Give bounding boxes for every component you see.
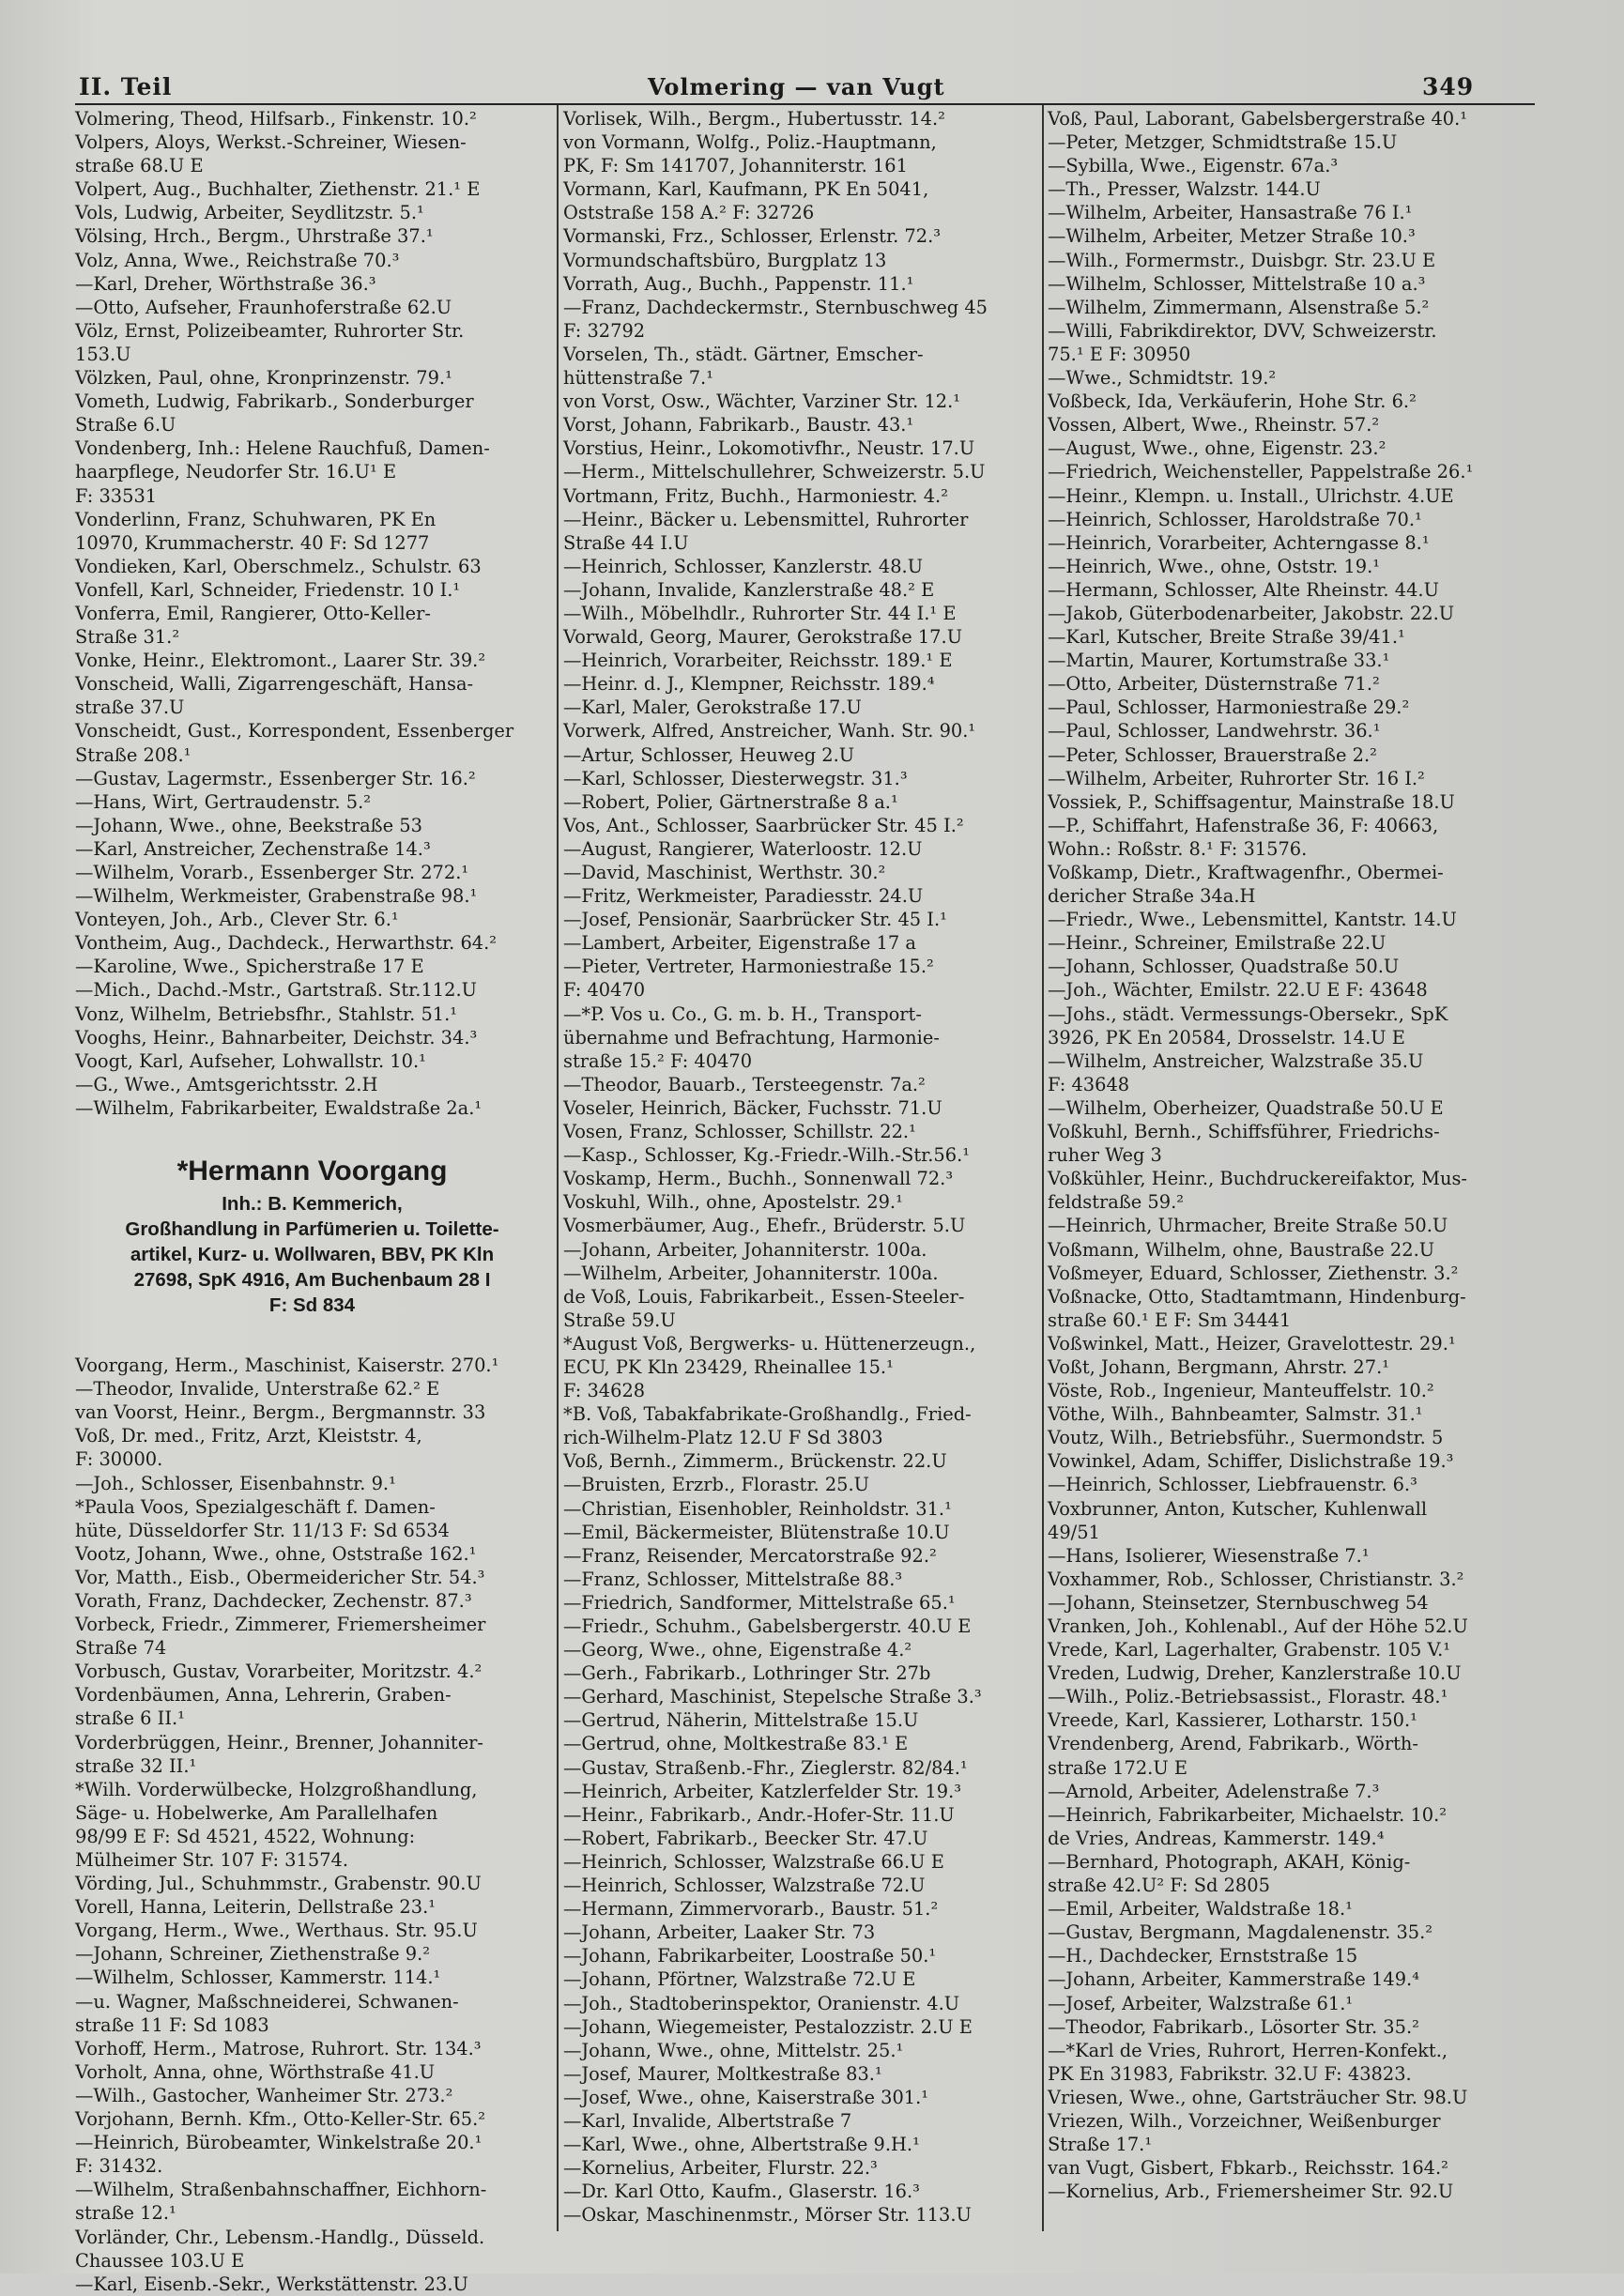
directory-entry: —Josef, Pensionär, Saarbrücker Str. 45 I.¹ (563, 909, 947, 931)
directory-entry: —Pieter, Vertreter, Harmoniestraße 15.² (563, 956, 934, 978)
directory-entry: —Heinrich, Schlosser, Kanzlerstr. 48.U (563, 555, 924, 577)
directory-entry: de Vries, Andreas, Kammerstr. 149.⁴ (1048, 1827, 1385, 1849)
directory-entry: —Peter, Schlosser, Brauerstraße 2.² (1048, 743, 1377, 766)
directory-entry: F: 34628 (563, 1380, 646, 1402)
directory-entry: Vorstius, Heinr., Lokomotivfhr., Neustr. 17.U (563, 437, 975, 460)
directory-entry: —Karl, Maler, Gerokstraße 17.U (563, 696, 862, 719)
directory-entry: —Wilhelm, Straßenbahnschaffner, Eichhorn- (75, 2179, 487, 2201)
directory-entry: Vortmann, Fritz, Buchh., Harmoniestr. 4.² (563, 484, 948, 507)
directory-entry: —Emil, Bäckermeister, Blütenstraße 10.U (563, 1521, 950, 1543)
directory-entry: —Wilhelm, Vorarb., Essenberger Str. 272.¹ (75, 862, 469, 883)
directory-entry: —Hans, Wirt, Gertraudenstr. 5.² (75, 790, 372, 813)
directory-entry: —Karl, Dreher, Wörthstraße 36.³ (75, 272, 376, 295)
directory-entry: Vossen, Albert, Wwe., Rheinstr. 57.² (1048, 414, 1380, 436)
directory-entry: —Wilhelm, Arbeiter, Hansastraße 76 I.¹ (1048, 202, 1413, 224)
directory-entry: Vonscheid, Walli, Zigarrengeschäft, Hansa- (75, 673, 474, 696)
directory-entry: Voseler, Heinrich, Bäcker, Fuchsstr. 71.U (563, 1096, 942, 1119)
directory-entry: Vonke, Heinr., Elektromont., Laarer Str. 39.² (75, 650, 486, 672)
ad-line: artikel, Kurz- u. Wollwaren, BBV, PK Kln (130, 1244, 495, 1266)
directory-entry: Voßkuhl, Bernh., Schiffsführer, Friedrichs- (1048, 1121, 1440, 1143)
directory-entry: Völzken, Paul, ohne, Kronprinzenstr. 79.¹ (75, 367, 452, 390)
directory-entry: —Joh., Wächter, Emilstr. 22.U E F: 43648 (1048, 979, 1428, 1002)
directory-entry: Vöthe, Wilh., Bahnbeamter, Salmstr. 31.¹ (1048, 1403, 1423, 1426)
directory-entry: Vowinkel, Adam, Schiffer, Dislichstraße 19.³ (1048, 1450, 1454, 1473)
column-1 (75, 107, 549, 2295)
directory-entry: —Wilhelm, Oberheizer, Quadstraße 50.U E (1048, 1096, 1444, 1119)
directory-entry: haarpflege, Neudorfer Str. 16.U¹ E (75, 461, 397, 483)
directory-entry: —Karl, Schlosser, Diesterwegstr. 31.³ (563, 767, 908, 789)
directory-entry: —Kasp., Schlosser, Kg.-Friedr.-Wilh.-Str.56.¹ (563, 1144, 971, 1167)
directory-entry: —Otto, Arbeiter, Düsternstraße 71.² (1048, 673, 1380, 696)
directory-entry: Vonscheidt, Gust., Korrespondent, Essenberger (75, 720, 514, 742)
column-3-entries (1048, 107, 1534, 2203)
directory-entry: —Joh., Schlosser, Eisenbahnstr. 9.¹ (75, 1472, 396, 1494)
directory-entry: Voßnacke, Otto, Stadtamtmann, Hindenburg- (1048, 1285, 1466, 1308)
ad-body (75, 1191, 549, 1318)
running-head: Volmering — van Vugt (648, 73, 945, 100)
directory-entry: —Wilh., Möbelhdlr., Ruhrorter Str. 44 I.¹ E (563, 602, 957, 624)
directory-entry: —Theodor, Fabrikarb., Lösorter Str. 35.² (1048, 2015, 1419, 2038)
directory-entry: Vondieken, Karl, Oberschmelz., Schulstr. 63 (75, 555, 482, 577)
directory-entry: Vordenbäumen, Anna, Lehrerin, Graben- (75, 1684, 452, 1707)
directory-entry: —Heinrich, Bürobeamter, Winkelstraße 20.¹ (75, 2132, 483, 2154)
directory-entry: Voßkamp, Dietr., Kraftwagenfhr., Obermei- (1048, 862, 1444, 883)
directory-entry: Voutz, Wilh., Betriebsführ., Suermondstr. 5 (1048, 1427, 1444, 1449)
advertisement-voorgang (75, 1152, 549, 1318)
directory-entry: rich-Wilhelm-Platz 12.U F Sd 3803 (563, 1427, 883, 1449)
directory-entry: Vriesen, Wwe., ohne, Gartsträucher Str. 98.U (1048, 2086, 1468, 2108)
directory-entry: —Mich., Dachd.-Mstr., Gartstraß. Str.112.U (75, 979, 477, 1002)
directory-entry: Völsing, Hrch., Bergm., Uhrstraße 37.¹ (75, 225, 434, 248)
directory-entry: Volz, Anna, Wwe., Reichstraße 70.³ (75, 249, 400, 271)
directory-entry: —Heinrich, Schlosser, Haroldstraße 70.¹ (1048, 508, 1422, 530)
directory-entry: —Wilhelm, Fabrikarbeiter, Ewaldstraße 2a.¹ (75, 1096, 483, 1119)
directory-entry: Vonferra, Emil, Rangierer, Otto-Keller- (75, 602, 431, 624)
directory-entry: —Christian, Eisenhobler, Reinholdstr. 31.¹ (563, 1497, 952, 1520)
directory-entry: —u. Wagner, Maßschneiderei, Schwanen- (75, 1990, 459, 2013)
directory-entry: Straße 6.U (75, 414, 176, 436)
directory-entry: PK, F: Sm 141707, Johanniterstr. 161 (563, 155, 908, 177)
directory-entry: Vosen, Franz, Schlosser, Schillstr. 22.¹ (563, 1121, 916, 1143)
directory-entry: —Emil, Arbeiter, Waldstraße 18.¹ (1048, 1898, 1353, 1921)
directory-entry: Straße 74 (75, 1637, 167, 1660)
directory-entry: —Paul, Schlosser, Harmoniestraße 29.² (1048, 696, 1410, 719)
directory-entry: van Vugt, Gisbert, Fbkarb., Reichsstr. 164.² (1048, 2157, 1448, 2180)
directory-entry: —Wilhelm, Werkmeister, Grabenstraße 98.¹ (75, 885, 478, 908)
directory-entry: Vormann, Karl, Kaufmann, PK En 5041, (563, 178, 929, 201)
directory-entry: Vreden, Ludwig, Dreher, Kanzlerstraße 10.U (1048, 1662, 1462, 1685)
directory-entry: Chaussee 103.U E (75, 2249, 245, 2272)
directory-entry: —Lambert, Arbeiter, Eigenstraße 17 a (563, 932, 916, 955)
directory-entry: —Heinrich, Schlosser, Walzstraße 66.U E (563, 1850, 944, 1873)
directory-entry: de Voß, Louis, Fabrikarbeit., Essen-Steeler- (563, 1285, 965, 1308)
directory-entry: Vormundschaftsbüro, Burgplatz 13 (563, 249, 887, 271)
directory-entry: 98/99 E F: Sd 4521, 4522, Wohnung: (75, 1825, 416, 1847)
directory-entry: Vriezen, Wilh., Vorzeichner, Weißenburger (1048, 2109, 1441, 2132)
directory-entry: —Willi, Fabrikdirektor, DVV, Schweizerstr. (1048, 319, 1437, 342)
directory-entry: —Franz, Reisender, Mercatorstraße 92.² (563, 1544, 937, 1567)
directory-entry: —Johann, Fabrikarbeiter, Loostraße 50.¹ (563, 1945, 937, 1967)
directory-entry: —Friedrich, Sandformer, Mittelstraße 65.¹ (563, 1591, 956, 1614)
directory-entry: —Wilh., Gastocher, Wanheimer Str. 273.² (75, 2084, 453, 2106)
directory-entry: Straße 59.U (563, 1309, 676, 1331)
directory-entry: Straße 44 I.U (563, 531, 689, 554)
directory-entry: Voorgang, Herm., Maschinist, Kaiserstr. 270.¹ (75, 1355, 499, 1377)
directory-entry: Straße 17.¹ (1048, 2134, 1153, 2156)
directory-entry: Vosmerbäumer, Aug., Ehefr., Brüderstr. 5.U (563, 1215, 966, 1237)
directory-entry: —*Karl de Vries, Ruhrort, Herren-Konfekt., (1048, 2039, 1448, 2061)
directory-entry: —Heinr., Schreiner, Emilstraße 22.U (1048, 932, 1387, 955)
directory-entry: —Wilh., Poliz.-Betriebsassist., Florastr. 48.¹ (1048, 1686, 1448, 1708)
directory-entry: Voßkühler, Heinr., Buchdruckereifaktor, Mus- (1048, 1168, 1467, 1190)
directory-entry: *B. Voß, Tabakfabrikate-Großhandlg., Fried- (563, 1403, 972, 1426)
header-rule (75, 103, 1535, 105)
directory-entry: F: 30000. (75, 1448, 163, 1471)
directory-entry: Vonfell, Karl, Schneider, Friedenstr. 10 I.¹ (75, 578, 461, 601)
ad-line: 27698, SpK 4916, Am Buchenbaum 28 I (133, 1269, 491, 1292)
directory-entry: —Gertrud, ohne, Moltkestraße 83.¹ E (563, 1733, 909, 1755)
column-3 (1048, 107, 1534, 2238)
directory-entry: —Friedr., Schuhm., Gabelsbergerstr. 40.U E (563, 1615, 972, 1637)
directory-entry: —Gustav, Lagermstr., Essenberger Str. 16.² (75, 767, 476, 789)
directory-entry: straße 60.¹ E F: Sm 34441 (1048, 1309, 1292, 1331)
ad-line: F: Sd 834 (268, 1294, 356, 1317)
directory-entry: —Heinrich, Fabrikarbeiter, Michaelstr. 10.² (1048, 1803, 1448, 1826)
directory-entry: —Johann, Schreiner, Ziethenstraße 9.² (75, 1943, 431, 1966)
directory-entry: Voskamp, Herm., Buchh., Sonnenwall 72.³ (563, 1168, 954, 1190)
directory-entry: Vreede, Karl, Kassierer, Lotharstr. 150.¹ (1048, 1709, 1417, 1732)
directory-entry: —Heinrich, Wwe., ohne, Oststr. 19.¹ (1048, 555, 1381, 577)
directory-entry: Vorderbrüggen, Heinr., Brenner, Johanniter- (75, 1731, 483, 1753)
directory-entry: Voskuhl, Wilh., ohne, Apostelstr. 29.¹ (563, 1191, 903, 1214)
directory-entry: feldstraße 59.² (1048, 1191, 1185, 1214)
directory-entry: —Heinr., Fabrikarb., Andr.-Hofer-Str. 11.U (563, 1803, 955, 1826)
directory-entry: Voßt, Johann, Bergmann, Ahrstr. 27.¹ (1048, 1355, 1390, 1378)
directory-entry: —Wilh., Formermstr., Duisbgr. Str. 23.U E (1048, 249, 1436, 271)
directory-entry: Volpert, Aug., Buchhalter, Ziethenstr. 21.¹ E (75, 178, 481, 201)
directory-entry: 75.¹ E F: 30950 (1048, 343, 1191, 365)
directory-entry: —Friedrich, Weichensteller, Pappelstraße 26.¹ (1048, 461, 1474, 483)
directory-entry: —Peter, Metzger, Schmidtstraße 15.U (1048, 131, 1398, 154)
directory-entry: —Bernhard, Photograph, AKAH, König- (1048, 1850, 1411, 1873)
directory-entry: —Otto, Aufseher, Fraunhoferstraße 62.U (75, 296, 452, 318)
directory-entry: ruher Weg 3 (1048, 1144, 1162, 1167)
directory-entry: Vrendenberg, Arend, Fabrikarb., Wörth- (1048, 1733, 1418, 1755)
directory-entry: Vor, Matth., Eisb., Obermeidericher Str. 54.³ (75, 1566, 485, 1588)
directory-entry: Vossiek, P., Schiffsagentur, Mainstraße 18.U (1048, 790, 1455, 813)
directory-entry: straße 15.² F: 40470 (563, 1049, 753, 1072)
directory-entry: straße 11 F: Sd 1083 (75, 2013, 269, 2036)
directory-entry: —Heinr., Bäcker u. Lebensmittel, Ruhrorter (563, 508, 969, 530)
directory-entry: —Theodor, Bauarb., Tersteegenstr. 7a.² (563, 1073, 926, 1095)
directory-entry: Voß, Dr. med., Fritz, Arzt, Kleiststr. 4, (75, 1425, 422, 1447)
directory-entry: —August, Rangierer, Waterloostr. 12.U (563, 837, 923, 860)
directory-entry: hüte, Düsseldorfer Str. 11/13 F: Sd 6534 (75, 1519, 450, 1541)
directory-entry: —H., Dachdecker, Ernststraße 15 (1048, 1945, 1358, 1967)
directory-entry: —Johann, Invalide, Kanzlerstraße 48.² E (563, 578, 935, 601)
directory-entry: —Heinr., Klempn. u. Install., Ulrichstr. 4.UE (1048, 484, 1454, 507)
directory-entry: —Wilhelm, Arbeiter, Metzer Straße 10.³ (1048, 225, 1416, 248)
ad-line: Inh.: B. Kemmerich, (222, 1193, 403, 1216)
directory-entry: Vontheim, Aug., Dachdeck., Herwarthstr. 64.² (75, 932, 498, 955)
directory-entry: Voxhammer, Rob., Schlosser, Christianstr. 3.² (1048, 1568, 1464, 1590)
directory-entry: ECU, PK Kln 23429, Rheinallee 15.¹ (563, 1355, 894, 1378)
directory-entry: —Kornelius, Arb., Friemersheimer Str. 92.U (1048, 2181, 1454, 2203)
directory-entry: —Martin, Maurer, Kortumstraße 33.¹ (1048, 650, 1390, 672)
directory-entry: Vorjohann, Bernh. Kfm., Otto-Keller-Str. 65.² (75, 2108, 486, 2131)
directory-entry: —Th., Presser, Walzstr. 144.U (1048, 178, 1321, 201)
directory-entry: —Artur, Schlosser, Heuweg 2.U (563, 743, 855, 766)
column-divider (557, 105, 559, 2231)
directory-entry: Voßwinkel, Matt., Heizer, Gravelottestr. 29.¹ (1048, 1332, 1456, 1355)
directory-entry: Voßbeck, Ida, Verkäuferin, Hohe Str. 6.² (1048, 390, 1417, 413)
directory-entry: Volpers, Aloys, Werkst.-Schreiner, Wiesen- (75, 131, 467, 154)
directory-entry: —Robert, Fabrikarb., Beecker Str. 47.U (563, 1827, 928, 1849)
directory-entry: —August, Wwe., ohne, Eigenstr. 23.² (1048, 437, 1387, 460)
directory-entry: —Heinrich, Vorarbeiter, Achterngasse 8.¹ (1048, 531, 1430, 554)
directory-entry: —Arnold, Arbeiter, Adelenstraße 7.³ (1048, 1780, 1380, 1802)
directory-entry: —Johann, Steinsetzer, Sternbuschweg 54 (1048, 1591, 1429, 1614)
column-1-entries-top (75, 107, 549, 1120)
directory-entry: —Heinrich, Uhrmacher, Breite Straße 50.U (1048, 1215, 1448, 1237)
column-2 (563, 107, 1044, 2238)
directory-entry: Voxbrunner, Anton, Kutscher, Kuhlenwall (1048, 1497, 1428, 1520)
directory-entry: —Gustav, Bergmann, Magdalenenstr. 35.² (1048, 1921, 1433, 1944)
directory-entry: PK En 31983, Fabrikstr. 32.U F: 43823. (1048, 2062, 1412, 2085)
directory-entry: —Kornelius, Arbeiter, Flurstr. 22.³ (563, 2157, 878, 2180)
directory-entry: Vormanski, Frz., Schlosser, Erlenstr. 72.³ (563, 225, 942, 248)
directory-entry: von Vormann, Wolfg., Poliz.-Hauptmann, (563, 131, 937, 154)
directory-entry: —Sybilla, Wwe., Eigenstr. 67a.³ (1048, 155, 1339, 177)
directory-entry: straße 68.U E (75, 155, 204, 177)
directory-entry: —Johann, Arbeiter, Laaker Str. 73 (563, 1921, 876, 1944)
directory-entry: —Wilhelm, Zimmermann, Alsenstraße 5.² (1048, 296, 1430, 318)
directory-entry: —Karl, Kutscher, Breite Straße 39/41.¹ (1048, 626, 1405, 649)
directory-entry: —Heinrich, Arbeiter, Katzlerfelder Str. 19.³ (563, 1780, 962, 1802)
directory-entry: —Wilhelm, Arbeiter, Johanniterstr. 100a. (563, 1262, 939, 1284)
section-label: II. Teil (79, 73, 173, 100)
directory-entry: —Franz, Dachdeckermstr., Sternbuschweg 45 (563, 296, 988, 318)
directory-entry: —Joh., Stadtoberinspektor, Oranienstr. 4.U (563, 1992, 960, 2014)
directory-entry: —Bruisten, Erzrb., Florastr. 25.U (563, 1474, 869, 1496)
directory-entry: Vorath, Franz, Dachdecker, Zechenstr. 87.³ (75, 1589, 472, 1612)
directory-entry: Völz, Ernst, Polizeibeamter, Ruhrorter Str. (75, 319, 465, 342)
directory-entry: —Theodor, Invalide, Unterstraße 62.² E (75, 1378, 440, 1401)
directory-entry: —Josef, Maurer, Moltkestraße 83.¹ (563, 2062, 882, 2085)
directory-entry: Vorlisek, Wilh., Bergm., Hubertusstr. 14.² (563, 108, 945, 130)
directory-entry: Vorrath, Aug., Buchh., Pappenstr. 11.¹ (563, 272, 914, 295)
directory-entry: —Wilhelm, Schlosser, Mittelstraße 10 a.³ (1048, 272, 1426, 295)
directory-entry: —Karoline, Wwe., Spicherstraße 17 E (75, 956, 424, 978)
directory-entry: Vorholt, Anna, ohne, Wörthstraße 41.U (75, 2060, 436, 2083)
directory-entry: straße 32 II.¹ (75, 1754, 197, 1777)
directory-entry: —Hermann, Zimmervorarb., Baustr. 51.² (563, 1898, 939, 1921)
directory-entry: —P., Schiffahrt, Hafenstraße 36, F: 40663, (1048, 814, 1439, 836)
directory-entry: übernahme und Befrachtung, Harmonie- (563, 1026, 940, 1049)
directory-entry: —Oskar, Maschinenmstr., Mörser Str. 113.U (563, 2204, 972, 2227)
directory-entry: von Vorst, Osw., Wächter, Varziner Str. 12.¹ (563, 390, 961, 413)
directory-entry: —Johann, Arbeiter, Kammerstraße 149.⁴ (1048, 1968, 1419, 1991)
directory-entry: —Karl, Anstreicher, Zechenstraße 14.³ (75, 837, 431, 860)
directory-entry: dericher Straße 34a.H (1048, 885, 1256, 908)
directory-entry: —Hans, Isolierer, Wiesenstraße 7.¹ (1048, 1544, 1370, 1567)
directory-entry: —Johann, Pförtner, Walzstraße 72.U E (563, 1968, 916, 1991)
directory-entry: —Heinrich, Vorarbeiter, Reichsstr. 189.¹ E (563, 650, 953, 672)
directory-entry: —Paul, Schlosser, Landwehrstr. 36.¹ (1048, 720, 1381, 742)
directory-entry: —Karl, Eisenb.-Sekr., Werkstättenstr. 23.U (75, 2273, 468, 2295)
directory-entry: Vorhoff, Herm., Matrose, Ruhrort. Str. 134.³ (75, 2037, 482, 2059)
directory-entry: Vonderlinn, Franz, Schuhwaren, PK En (75, 508, 437, 530)
directory-entry: —Josef, Arbeiter, Walzstraße 61.¹ (1048, 1992, 1354, 2014)
directory-entry: straße 6 II.¹ (75, 1707, 185, 1730)
directory-entry: van Voorst, Heinr., Bergm., Bergmannstr. 33 (75, 1401, 486, 1424)
directory-entry: Vorwald, Georg, Maurer, Gerokstraße 17.U (563, 626, 963, 649)
ad-title: *Hermann Voorgang (176, 1156, 448, 1187)
directory-entry: —Heinrich, Schlosser, Walzstraße 72.U (563, 1875, 926, 1897)
directory-entry: —Franz, Schlosser, Mittelstraße 88.³ (563, 1568, 903, 1590)
directory-entry: Vorell, Hanna, Leiterin, Dellstraße 23.¹ (75, 1896, 437, 1919)
directory-entry: F: 40470 (563, 979, 646, 1002)
directory-entry: —Robert, Polier, Gärtnerstraße 8 a.¹ (563, 790, 898, 813)
directory-entry: —Herm., Mittelschullehrer, Schweizerstr. 5.U (563, 461, 986, 483)
directory-entry: 153.U (75, 343, 131, 365)
directory-entry: —Johann, Wwe., ohne, Mittelstr. 25.¹ (563, 2039, 904, 2061)
directory-entry: straße 42.U² F: Sd 2805 (1048, 1875, 1270, 1897)
directory-entry: —Fritz, Werkmeister, Paradiesstr. 24.U (563, 885, 924, 908)
directory-entry: Vos, Ant., Schlosser, Saarbrücker Str. 45 I.² (563, 814, 964, 836)
directory-entry: straße 172.U E (1048, 1756, 1187, 1779)
directory-entry: —Hermann, Schlosser, Alte Rheinstr. 44.U (1048, 578, 1439, 601)
directory-entry: Säge- u. Hobelwerke, Am Parallelhafen (75, 1801, 438, 1824)
directory-entry: —Gerhard, Maschinist, Stepelsche Straße 3.³ (563, 1686, 982, 1708)
directory-entry: —Karl, Wwe., ohne, Albertstraße 9.H.¹ (563, 2134, 920, 2156)
directory-entry: 49/51 (1048, 1521, 1100, 1543)
directory-entry: 10970, Krummacherstr. 40 F: Sd 1277 (75, 531, 430, 554)
directory-entry: Vorwerk, Alfred, Anstreicher, Wanh. Str. 90.¹ (563, 720, 976, 742)
directory-entry: Vondenberg, Inh.: Helene Rauchfuß, Damen- (75, 437, 490, 460)
ad-line: Großhandlung in Parfümerien u. Toilette- (125, 1218, 499, 1241)
directory-entry: —Johann, Schlosser, Quadstraße 50.U (1048, 956, 1400, 978)
directory-entry: Vorländer, Chr., Lebensm.-Handlg., Düsseld. (75, 2226, 485, 2248)
column-1-entries-bottom (75, 1354, 549, 2296)
directory-entry: —Karl, Invalide, Albertstraße 7 (563, 2109, 852, 2132)
directory-entry: —Johann, Arbeiter, Johanniterstr. 100a. (563, 1238, 927, 1261)
column-2-entries (563, 107, 1044, 2227)
directory-entry: —Dr. Karl Otto, Kaufm., Glaserstr. 16.³ (563, 2181, 920, 2203)
directory-entry: —Wilhelm, Anstreicher, Walzstraße 35.U (1048, 1049, 1424, 1072)
directory-entry: —Wwe., Schmidtstr. 19.² (1048, 367, 1277, 390)
directory-entry: —Johann, Wiegemeister, Pestalozzistr. 2.U E (563, 2015, 973, 2038)
directory-entry: —Jakob, Güterbodenarbeiter, Jakobstr. 22.U (1048, 602, 1455, 624)
directory-entry: —Wilhelm, Arbeiter, Ruhrorter Str. 16 I.² (1048, 767, 1425, 789)
directory-entry: —Josef, Wwe., ohne, Kaiserstraße 301.¹ (563, 2086, 929, 2108)
directory-entry: F: 31432. (75, 2155, 163, 2178)
directory-entry: Vörding, Jul., Schuhmmstr., Grabenstr. 90.U (75, 1873, 482, 1895)
directory-entry: —Friedr., Wwe., Lebensmittel, Kantstr. 14.U (1048, 909, 1457, 931)
directory-entry: Voß, Paul, Laborant, Gabelsbergerstraße 40.¹ (1048, 108, 1468, 130)
directory-entry: —Heinr. d. J., Klempner, Reichsstr. 189.⁴ (563, 673, 935, 696)
directory-entry: F: 33531 (75, 484, 158, 507)
directory-entry: F: 43648 (1048, 1073, 1130, 1095)
directory-entry: Vootz, Johann, Wwe., ohne, Oststraße 162.¹ (75, 1542, 477, 1565)
directory-entry: Oststraße 158 A.² F: 32726 (563, 202, 815, 224)
directory-entry: —Wilhelm, Schlosser, Kammerstr. 114.¹ (75, 1967, 441, 1989)
directory-entry: Vöste, Rob., Ingenieur, Manteuffelstr. 10.² (1048, 1380, 1434, 1402)
directory-entry: Vonz, Wilhelm, Betriebsfhr., Stahlstr. 51.¹ (75, 1003, 458, 1025)
directory-entry: Vooghs, Heinr., Bahnarbeiter, Deichstr. 34.³ (75, 1026, 478, 1049)
directory-entry: Volmering, Theod, Hilfsarb., Finkenstr. 10.² (75, 108, 477, 130)
directory-entry: Straße 208.¹ (75, 743, 192, 766)
directory-entry: Voßmeyer, Eduard, Schlosser, Ziethenstr. 3.² (1048, 1262, 1459, 1284)
directory-entry: *August Voß, Bergwerks- u. Hüttenerzeugn., (563, 1332, 976, 1355)
directory-entry: Vorselen, Th., städt. Gärtner, Emscher- (563, 343, 924, 365)
directory-entry: hüttenstraße 7.¹ (563, 367, 713, 390)
directory-entry: Vorbeck, Friedr., Zimmerer, Friemersheimer (75, 1614, 486, 1636)
directory-entry: —*P. Vos u. Co., G. m. b. H., Transport- (563, 1003, 922, 1025)
directory-entry: Vonteyen, Joh., Arb., Clever Str. 6.¹ (75, 909, 399, 931)
directory-entry: —Gustav, Straßenb.-Fhr., Zieglerstr. 82/84.¹ (563, 1756, 968, 1779)
directory-entry: Mülheimer Str. 107 F: 31574. (75, 1849, 349, 1871)
directory-entry: Vometh, Ludwig, Fabrikarb., Sonderburger (75, 390, 474, 413)
directory-entry: —G., Wwe., Amtsgerichtsstr. 2.H (75, 1073, 378, 1095)
directory-entry: Wohn.: Roßstr. 8.¹ F: 31576. (1048, 837, 1308, 860)
directory-entry: Voß, Bernh., Zimmerm., Brückenstr. 22.U (563, 1450, 947, 1473)
directory-entry: —Johann, Wwe., ohne, Beekstraße 53 (75, 814, 422, 836)
directory-entry: Straße 31.² (75, 626, 180, 649)
directory-entry: —Gertrud, Näherin, Mittelstraße 15.U (563, 1709, 919, 1732)
page-number: 349 (1422, 73, 1475, 100)
directory-entry: —Gerh., Fabrikarb., Lothringer Str. 27b (563, 1662, 931, 1685)
directory-entry: F: 32792 (563, 319, 646, 342)
directory-entry: Vorst, Johann, Fabrikarb., Baustr. 43.¹ (563, 414, 914, 436)
directory-entry: Vrede, Karl, Lagerhalter, Grabenstr. 105 V.¹ (1048, 1639, 1451, 1661)
directory-entry: Vorgang, Herm., Wwe., Werthaus. Str. 95.U (75, 1920, 478, 1942)
directory-entry: straße 37.U (75, 696, 185, 719)
directory-entry: straße 12.¹ (75, 2202, 176, 2225)
directory-entry: —David, Maschinist, Werthstr. 30.² (563, 862, 886, 883)
directory-entry: *Paula Voos, Spezialgeschäft f. Damen- (75, 1495, 436, 1518)
directory-entry: —Heinrich, Schlosser, Liebfrauenstr. 6.³ (1048, 1474, 1417, 1496)
directory-entry: Voogt, Karl, Aufseher, Lohwallstr. 10.¹ (75, 1049, 426, 1072)
directory-entry: Voßmann, Wilhelm, ohne, Baustraße 22.U (1048, 1238, 1435, 1261)
directory-entry: —Georg, Wwe., ohne, Eigenstraße 4.² (563, 1639, 912, 1661)
directory-entry: —Johs., städt. Vermessungs-Obersekr., SpK (1048, 1003, 1448, 1025)
directory-entry: *Wilh. Vorderwülbecke, Holzgroßhandlung, (75, 1778, 478, 1800)
directory-entry: Vranken, Joh., Kohlenabl., Auf der Höhe 52.U (1048, 1615, 1468, 1637)
directory-entry: Vorbusch, Gustav, Vorarbeiter, Moritzstr. 4.² (75, 1661, 483, 1683)
directory-entry: Vols, Ludwig, Arbeiter, Seydlitzstr. 5.¹ (75, 202, 424, 224)
directory-entry: 3926, PK En 20584, Drosselstr. 14.U E (1048, 1026, 1405, 1049)
